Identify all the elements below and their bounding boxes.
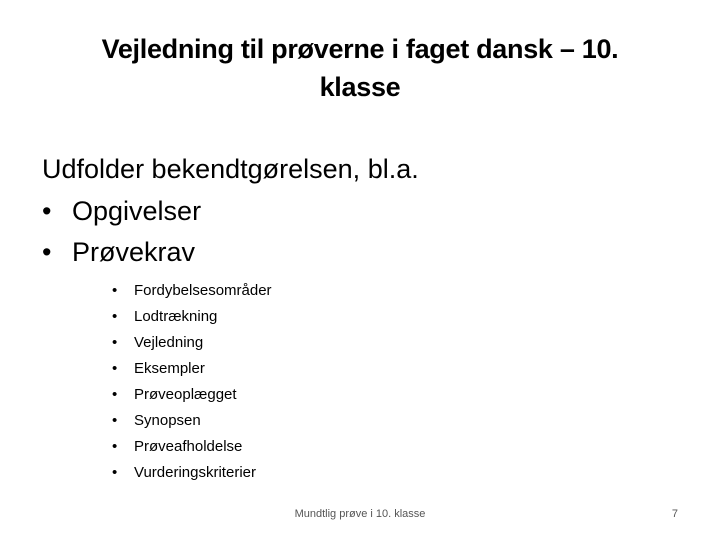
sub-list-item <box>112 330 272 356</box>
sub-list-item <box>112 278 272 304</box>
sub-list-item-label: Prøveafholdelse <box>134 438 243 455</box>
slide-footer: Mundtlig prøve i 10. klasse <box>294 508 426 520</box>
list-item-label: Opgivelser <box>72 196 202 226</box>
page-number: 7 <box>671 508 678 520</box>
sub-list-item-label: Synopsen <box>134 412 201 429</box>
bullet-icon: • <box>112 308 118 325</box>
bullet-icon: • <box>112 386 118 403</box>
list-item-opgivelser <box>42 191 201 232</box>
sub-list-item <box>112 382 272 408</box>
sub-list-item-label: Lodtrækning <box>134 308 218 325</box>
sub-list-item <box>112 434 272 460</box>
bullet-icon: • <box>42 196 52 226</box>
slide-title-line-1: Vejledning til prøverne i faget dansk – 10. <box>101 34 619 64</box>
bullet-icon: • <box>112 282 118 299</box>
bullet-icon: • <box>112 464 118 481</box>
main-bullet-list <box>42 191 201 273</box>
bullet-icon: • <box>112 334 118 351</box>
slide-title-line-2: klasse <box>319 72 401 102</box>
bullet-icon: • <box>112 438 118 455</box>
sub-list-item <box>112 356 272 382</box>
bullet-icon: • <box>112 412 118 429</box>
sub-list-item-label: Prøveoplægget <box>134 386 237 403</box>
sub-list-item <box>112 460 272 486</box>
sub-list-item-label: Eksempler <box>134 360 205 377</box>
sub-list-item-label: Vurderingskriterier <box>134 464 256 481</box>
bullet-icon: • <box>42 237 52 267</box>
list-item-label: Prøvekrav <box>72 237 196 267</box>
intro-text: Udfolder bekendtgørelsen, bl.a. <box>42 154 419 184</box>
list-item-provekrav <box>42 232 201 273</box>
sub-list-item-label: Fordybelsesområder <box>134 282 272 299</box>
sub-list-item <box>112 408 272 434</box>
sub-list-item-label: Vejledning <box>134 334 204 351</box>
slide-title <box>60 30 660 106</box>
bullet-icon: • <box>112 360 118 377</box>
sub-list-item <box>112 304 272 330</box>
sub-bullet-list <box>112 278 272 486</box>
